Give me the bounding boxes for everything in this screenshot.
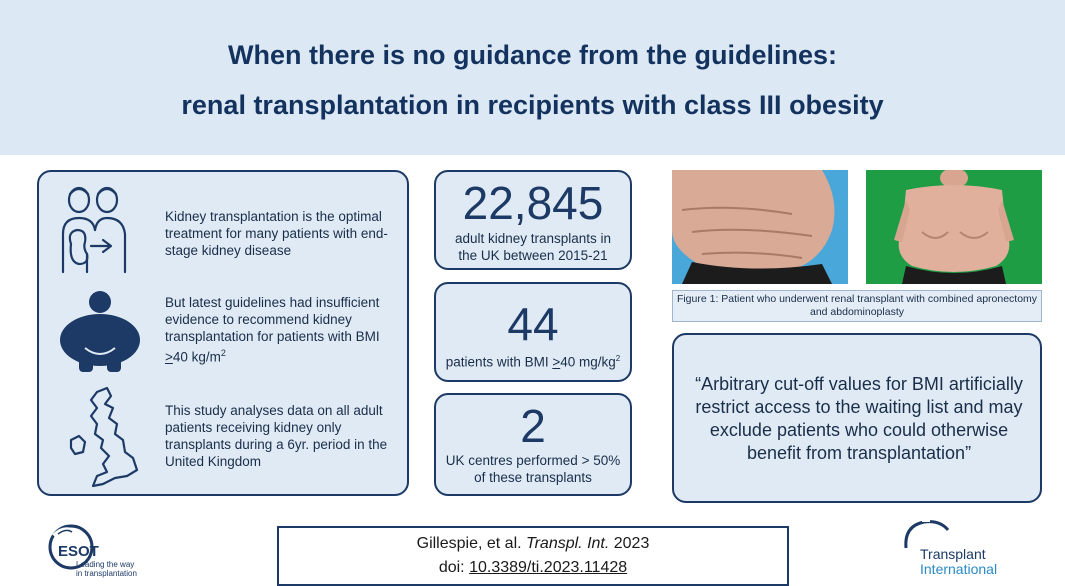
citation-year: 2023 <box>609 535 650 552</box>
key-point-3: This study analyses data on all adult patients receiving kidney only transplants during a 6yr. period in the United Kingdom <box>165 403 388 469</box>
esot-logo-text: ESOT <box>58 543 99 560</box>
stat-number: 22,845 <box>462 177 604 229</box>
key-point-2-text-b: 40 kg/m <box>172 349 221 365</box>
esot-tagline <box>76 560 137 578</box>
key-point-2-text-a: But latest guidelines had insufficient evidence to recommend kidney transplantation for patients with BMI <box>165 295 380 344</box>
citation-authors: Gillespie, et al. <box>416 535 527 552</box>
ti-line-2: International <box>920 561 998 577</box>
stat-description <box>434 350 632 371</box>
esot-tagline-2: in transplantation <box>76 569 137 578</box>
key-point-2 <box>165 294 401 366</box>
superscript-2: 2 <box>615 354 621 363</box>
patient-photo-front <box>866 170 1042 284</box>
superscript-2: 2 <box>220 348 226 358</box>
transplant-international-logo-text <box>920 547 997 577</box>
stat-number: 44 <box>507 298 559 350</box>
citation-box <box>277 526 789 586</box>
uk-map-icon <box>67 386 143 490</box>
stat-desc-a: patients with BMI <box>445 354 553 370</box>
ge-symbol: > <box>552 354 561 370</box>
stat-centres <box>434 400 632 486</box>
quote-box <box>672 333 1042 503</box>
obese-person-icon <box>57 290 143 372</box>
people-kidney-icon <box>57 182 133 274</box>
doi-prefix: doi: <box>438 559 470 576</box>
stat-desc-b: 40 mg/kg <box>560 354 616 370</box>
patient-photo-side <box>672 170 848 284</box>
quote-text: “Arbitrary cut-off values for BMI artificially restrict access to the waiting list and may exclude patients who could otherwise benefit from transplantation” <box>695 374 1023 463</box>
esot-tagline-1: Leading the way <box>76 560 135 569</box>
ge-symbol: > <box>165 349 173 365</box>
figure-caption: Figure 1: Patient who underwent renal transplant with combined apronectomy and abdominoplasty <box>672 290 1042 322</box>
stat-number: 2 <box>520 400 546 452</box>
citation-line <box>279 532 787 556</box>
stat-transplants <box>434 176 632 264</box>
doi-line <box>279 556 787 580</box>
header-banner <box>0 0 1065 155</box>
stat-description: adult kidney transplants in the UK between 2015-21 <box>454 231 612 263</box>
page-title-line-1: When there is no guidance from the guidelines: <box>227 40 838 70</box>
citation-journal: Transpl. Int. <box>526 535 610 552</box>
stat-description: UK centres performed > 50% of these transplants <box>445 453 621 485</box>
ti-line-1: Transplant <box>920 546 986 562</box>
key-point-1: Kidney transplantation is the optimal treatment for many patients with end-stage kidney disease <box>165 209 388 258</box>
stat-bmi-patients <box>434 298 632 371</box>
page-title-line-2: renal transplantation in recipients with class III obesity <box>181 90 884 120</box>
key-points-panel <box>37 170 409 496</box>
doi-link[interactable]: 10.3389/ti.2023.11428 <box>469 559 628 576</box>
